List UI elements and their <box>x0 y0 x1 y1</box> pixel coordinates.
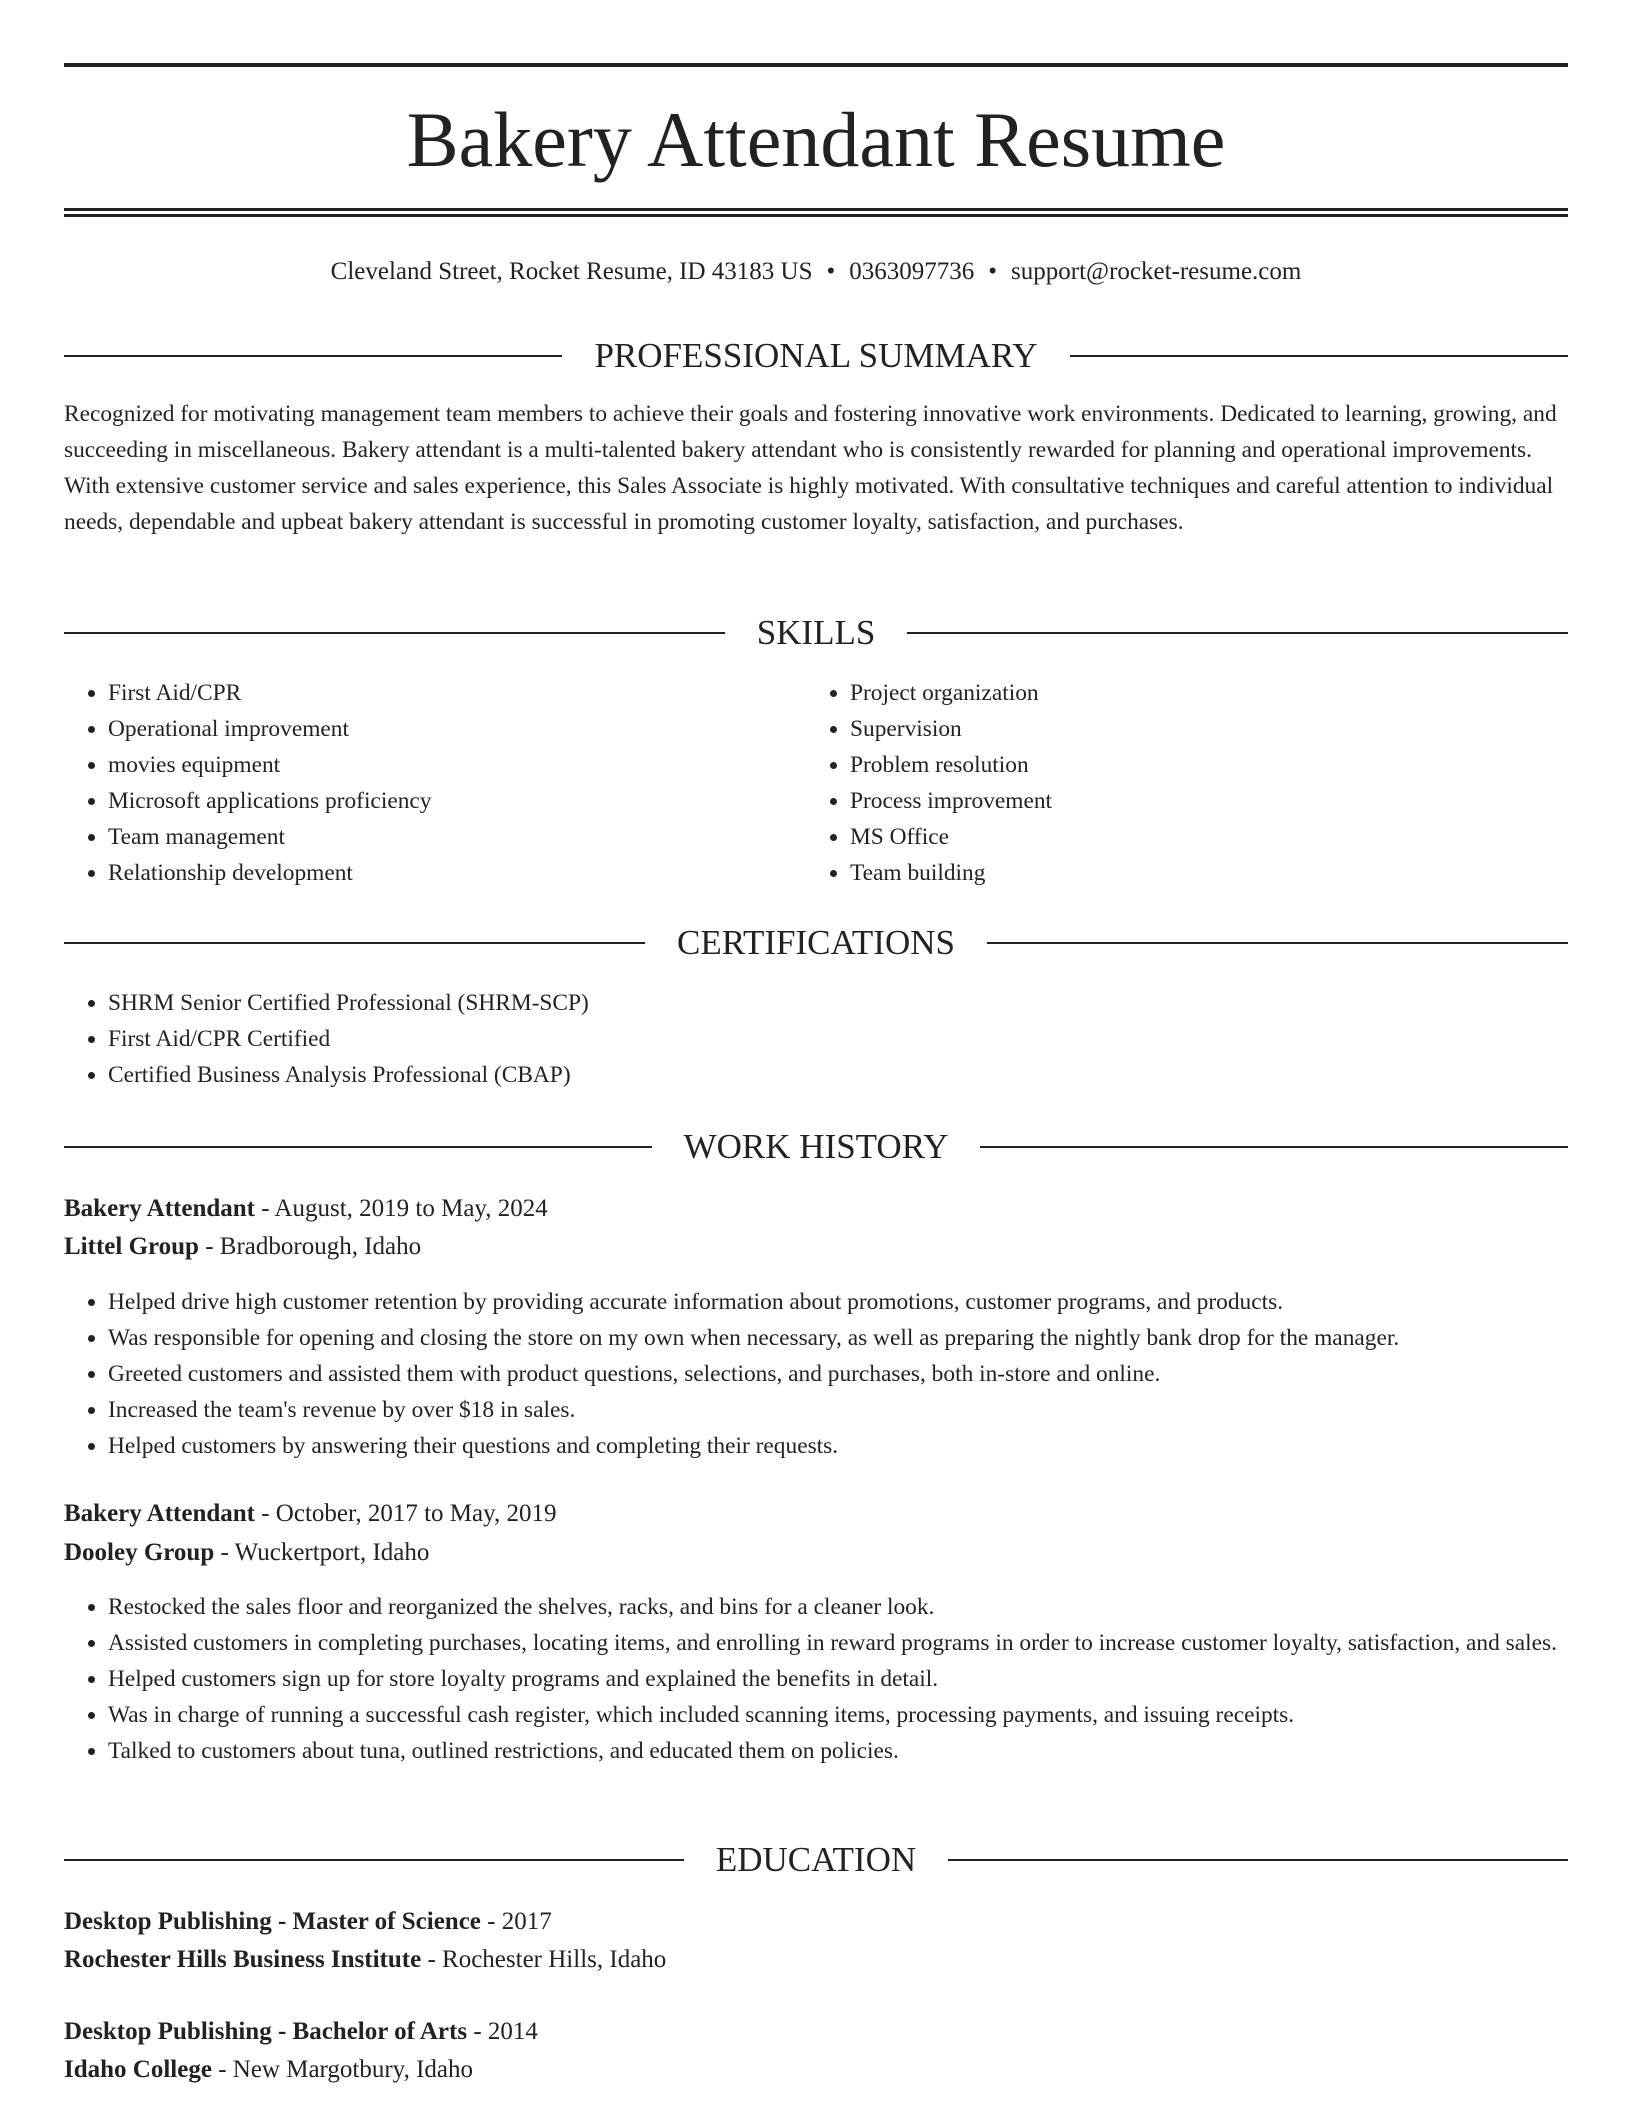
certifications-block <box>64 985 1568 1093</box>
contact-separator: • <box>988 258 998 285</box>
job-bullet: • Restocked the sales floor and reorganized the shelves, racks, and bins for a cleaner look. <box>108 1589 1568 1625</box>
skills-list-left <box>64 675 764 891</box>
job-bullet: • Assisted customers in completing purchases, locating items, and enrolling in reward programs in order to increase customer loyalty, satisfaction, and sales. <box>108 1625 1568 1661</box>
job-bullets-block <box>64 1589 1568 1769</box>
divider-line <box>64 355 562 357</box>
job-title-line <box>64 1190 1568 1228</box>
summary-text: Recognized for motivating management team members to achieve their goals and fostering innovative work environments. Dedicated to learning, growing, and succeeding in miscellaneous. Bakery attendant is a multi-talented bakery attendant who is consistently rewarded for planning and operational improvements. With extensive customer service and sales experience, this Sales Associate is highly motivated. With consultative techniques and careful attention to individual needs, dependable and upbeat bakery attendant is successful in promoting customer loyalty, satisfaction, and purchases. <box>64 401 1557 535</box>
section-header-summary <box>64 334 1568 378</box>
job-dates: - October, 2017 to May, 2019 <box>254 1500 557 1527</box>
education-school-line <box>64 1941 1568 1979</box>
certification-item: • SHRM Senior Certified Professional (SHRM-SCP) <box>108 985 1568 1021</box>
education-location: - New Margotbury, Idaho <box>211 2056 473 2083</box>
certifications-list <box>64 985 1568 1093</box>
divider-line <box>948 1859 1568 1861</box>
education-year: - 2017 <box>480 1908 552 1935</box>
job-company: Littel Group <box>64 1233 199 1260</box>
job-bullet: • Talked to customers about tuna, outlined restrictions, and educated them on policies. <box>108 1733 1568 1769</box>
job-bullet-list <box>64 1284 1568 1464</box>
skill-item: • Microsoft applications proficiency <box>108 783 764 819</box>
section-title-work: WORK HISTORY <box>683 1127 949 1166</box>
skill-item: • movies equipment <box>108 747 764 783</box>
skill-item: • MS Office <box>850 819 1506 855</box>
job-title-line <box>64 1495 1568 1533</box>
section-header-education <box>64 1838 1568 1882</box>
contact-phone: 0363097736 <box>849 258 975 285</box>
education-degree-line <box>64 1903 1568 1941</box>
education-year: - 2014 <box>467 2018 538 2045</box>
job-role: Bakery Attendant <box>64 1195 255 1222</box>
education-school: Rochester Hills Business Institute <box>64 1946 422 1973</box>
divider-line <box>64 942 645 944</box>
job-role: Bakery Attendant <box>64 1500 255 1527</box>
education-school: Idaho College <box>64 2056 212 2083</box>
skills-column-left <box>64 675 764 891</box>
job-bullet-list <box>64 1589 1568 1769</box>
contact-address: Cleveland Street, Rocket Resume, ID 43183 US <box>330 258 813 285</box>
job-bullet: • Greeted customers and assisted them with product questions, selections, and purchases, both in-store and online. <box>108 1356 1568 1392</box>
skill-item: • Project organization <box>850 675 1506 711</box>
divider-line <box>64 1146 652 1148</box>
section-header-work <box>64 1125 1568 1169</box>
skill-item: • Team management <box>108 819 764 855</box>
skill-item: • Relationship development <box>108 855 764 891</box>
divider-line <box>980 1146 1568 1148</box>
education-degree: Desktop Publishing - Bachelor of Arts <box>64 2018 468 2045</box>
section-title-certifications: CERTIFICATIONS <box>677 923 955 962</box>
education-location: - Rochester Hills, Idaho <box>421 1946 667 1973</box>
job-location: - Wuckertport, Idaho <box>214 1539 430 1566</box>
skills-column-right <box>806 675 1506 891</box>
skill-item: • Team building <box>850 855 1506 891</box>
contact-email: support@rocket-resume.com <box>1011 258 1302 285</box>
divider-line <box>987 942 1568 944</box>
skill-item: • Operational improvement <box>108 711 764 747</box>
job-bullet: • Helped customers by answering their questions and completing their requests. <box>108 1428 1568 1464</box>
job-dates: - August, 2019 to May, 2024 <box>254 1195 548 1222</box>
section-header-skills <box>64 611 1568 655</box>
job-company-line <box>64 1534 1568 1572</box>
education-degree-line <box>64 2013 1568 2051</box>
job-bullet: • Increased the team's revenue by over $18 in sales. <box>108 1392 1568 1428</box>
divider-line <box>1070 355 1568 357</box>
skill-item: • Problem resolution <box>850 747 1506 783</box>
job-company-line <box>64 1228 1568 1266</box>
education-school-line <box>64 2051 1568 2089</box>
resume-title: Bakery Attendant Resume <box>406 96 1226 183</box>
certification-item: • First Aid/CPR Certified <box>108 1021 1568 1057</box>
section-title-summary: PROFESSIONAL SUMMARY <box>594 336 1038 375</box>
section-title-skills: SKILLS <box>756 613 876 652</box>
education-degree: Desktop Publishing - Master of Science <box>64 1908 481 1935</box>
job-bullet: • Helped drive high customer retention by providing accurate information about promotions, customer programs, and products. <box>108 1284 1568 1320</box>
certification-item: • Certified Business Analysis Professional (CBAP) <box>108 1057 1568 1093</box>
top-rule <box>64 63 1568 67</box>
job-company: Dooley Group <box>64 1539 215 1566</box>
skill-item: • Supervision <box>850 711 1506 747</box>
section-header-certifications <box>64 921 1568 965</box>
divider-line <box>64 632 725 634</box>
job-location: - Bradborough, Idaho <box>198 1233 422 1260</box>
skill-item: • Process improvement <box>850 783 1506 819</box>
divider-line <box>907 632 1568 634</box>
section-title-education: EDUCATION <box>715 1840 917 1879</box>
job-bullet: • Was in charge of running a successful cash register, which included scanning items, processing payments, and issuing receipts. <box>108 1697 1568 1733</box>
skill-item: • First Aid/CPR <box>108 675 764 711</box>
title-double-rule <box>64 208 1568 217</box>
contact-line <box>64 252 1568 292</box>
job-bullet: • Was responsible for opening and closing the store on my own when necessary, as well as preparing the nightly bank drop for the manager. <box>108 1320 1568 1356</box>
skills-list-right <box>806 675 1506 891</box>
job-bullets-block <box>64 1284 1568 1464</box>
contact-separator: • <box>826 258 836 285</box>
divider-line <box>64 1859 684 1861</box>
job-bullet: • Helped customers sign up for store loyalty programs and explained the benefits in detail. <box>108 1661 1568 1697</box>
